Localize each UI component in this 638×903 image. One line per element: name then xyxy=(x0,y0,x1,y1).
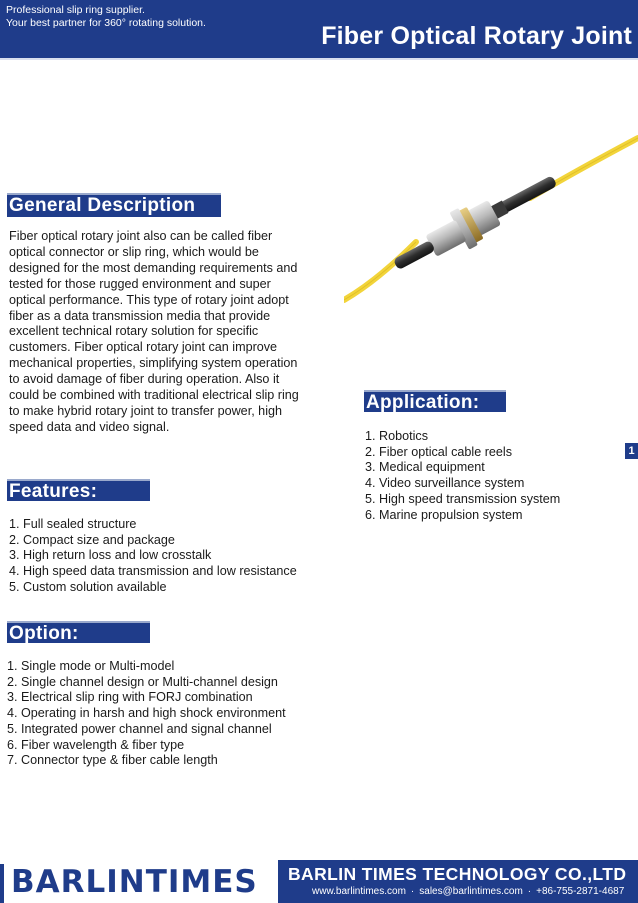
tagline-line2: Your best partner for 360° rotating solution. xyxy=(6,17,206,29)
list-item: 3. High return loss and low crosstalk xyxy=(9,548,212,563)
features-list xyxy=(9,517,297,596)
website-link[interactable]: www.barlintimes.com xyxy=(312,886,406,897)
list-item: 4. High speed data transmission and low resistance xyxy=(9,564,297,579)
company-name: BARLIN TIMES TECHNOLOGY CO.,LTD xyxy=(288,864,627,884)
list-item: 7. Connector type & fiber cable length xyxy=(7,753,218,768)
fiber-optic-rotary-joint-photo-icon xyxy=(344,126,638,338)
list-item: 1. Robotics xyxy=(365,429,428,443)
application-list xyxy=(365,429,560,523)
list-item: 4. Operating in harsh and high shock environment xyxy=(7,706,286,721)
list-item: 3. Electrical slip ring with FORJ combination xyxy=(7,690,253,705)
list-item: 4. Video surveillance system xyxy=(365,476,525,491)
page-number-badge: 1 xyxy=(625,443,638,459)
email-link[interactable]: sales@barlintimes.com xyxy=(419,886,523,897)
option-list xyxy=(7,659,286,769)
separator: · xyxy=(527,886,532,897)
list-item: 6. Fiber wavelength & fiber type xyxy=(7,737,185,752)
tagline-line1: Professional slip ring supplier. xyxy=(6,4,145,16)
separator: · xyxy=(410,886,415,897)
list-item: 1. Full sealed structure xyxy=(9,517,137,531)
page-title: Fiber Optical Rotary Joint xyxy=(321,22,632,50)
list-item: 5. Custom solution available xyxy=(9,579,167,594)
company-logo: BARLINTIMES xyxy=(11,864,258,900)
header-divider xyxy=(0,58,638,60)
phone-number: +86-755-2871-4687 xyxy=(536,886,625,897)
list-item: 6. Marine propulsion system xyxy=(365,507,523,522)
list-item: 5. High speed transmission system xyxy=(365,491,561,506)
general-description-text: Fiber optical rotary joint also can be called fiber optical connector or slip ring, which would be designed for the most demanding requirements and tested for those rugged environment and super optical performance. This type of rotary joint adopt fiber as a data transmission media that provide excellent technical rotary solution for specific customers. Fiber optical rotary joint can improve mechanical properties, simplifying system operation to avoid damage of fiber during operation. Also it could be combined with traditional electrical slip ring to make hybrid rotary joint to transfer power, high speed data and video signal. xyxy=(9,229,299,434)
list-item: 2. Fiber optical cable reels xyxy=(365,444,512,459)
list-item: 1. Single mode or Multi-model xyxy=(7,659,175,673)
list-item: 5. Integrated power channel and signal channel xyxy=(7,721,272,736)
list-item: 2. Single channel design or Multi-channel design xyxy=(7,674,278,689)
list-item: 3. Medical equipment xyxy=(365,460,485,475)
list-item: 2. Compact size and package xyxy=(9,532,175,547)
features-heading: Features: xyxy=(7,481,150,501)
footer-accent-bar xyxy=(0,864,4,903)
product-image xyxy=(344,126,638,338)
header-banner xyxy=(0,0,638,58)
application-heading: Application: xyxy=(364,392,506,412)
general-description-heading: General Description xyxy=(7,195,221,217)
contact-line xyxy=(312,886,624,897)
footer-contact-bar xyxy=(278,860,638,903)
option-heading: Option: xyxy=(7,623,150,643)
